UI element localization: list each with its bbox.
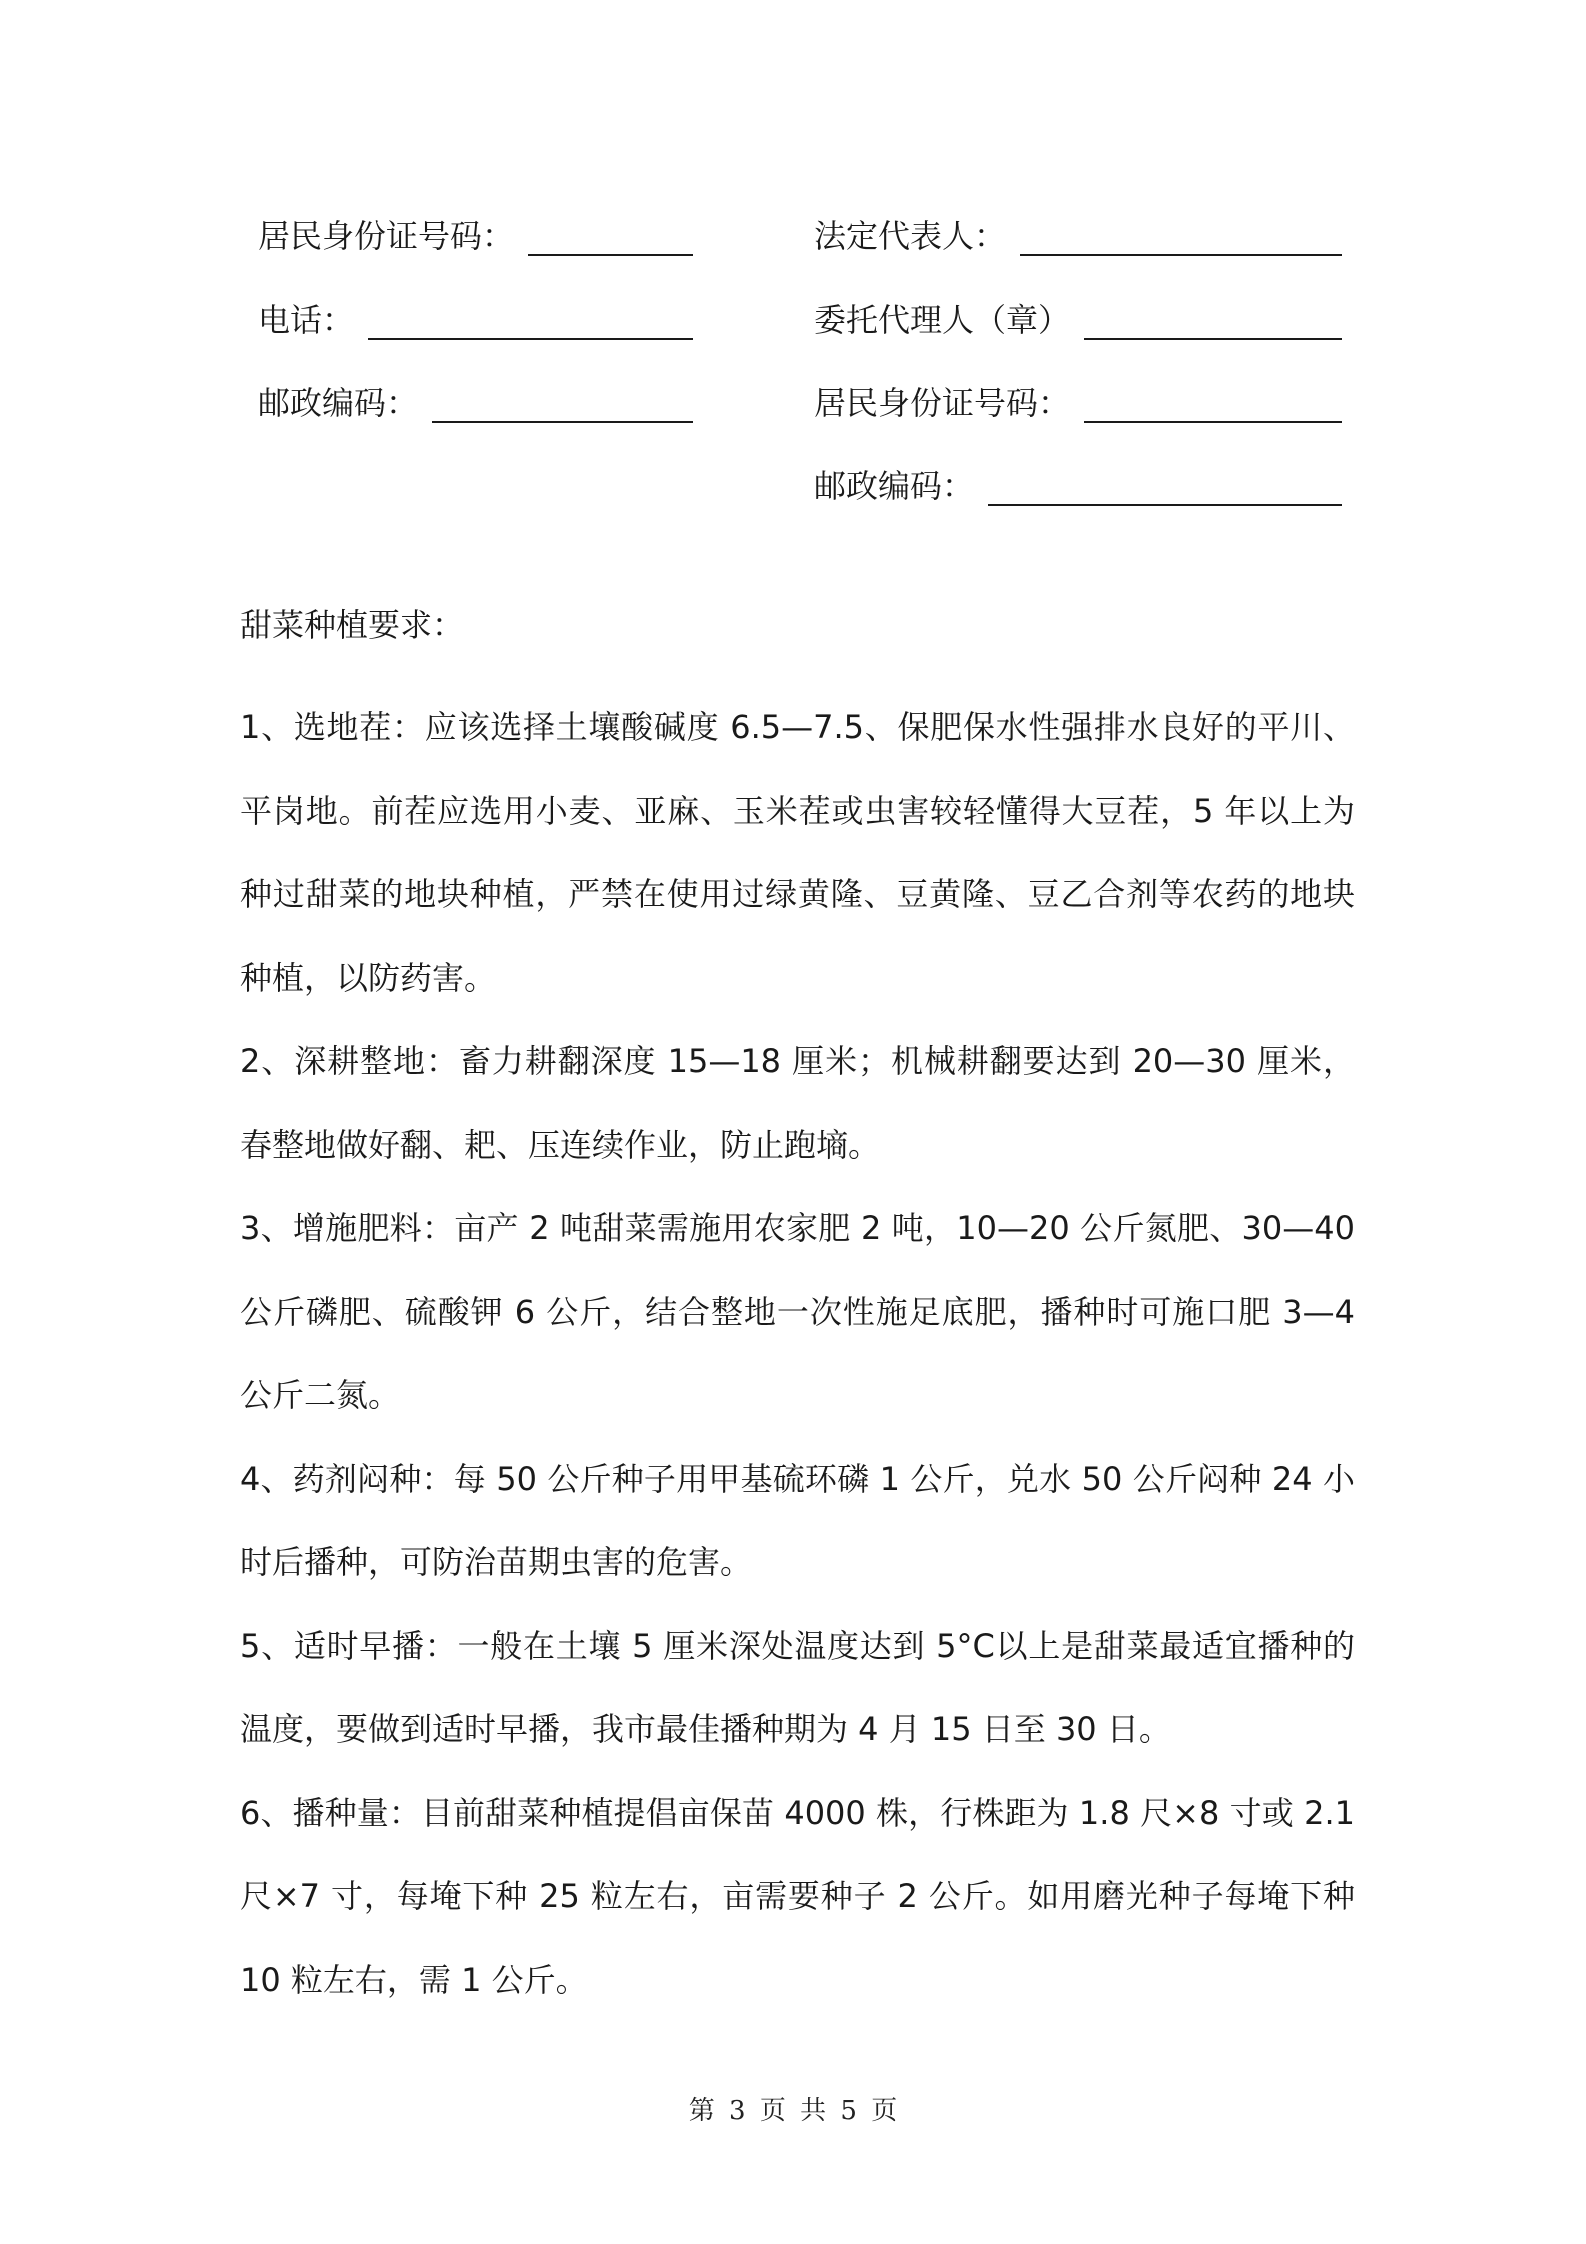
requirement-paragraph: 6、播种量：目前甜菜种植提倡亩保苗 4000 株，行株距为 1.8 尺×8 寸或 2.1 尺×7 寸，每埯下种 25 粒左右，亩需要种子 2 公斤。如用磨光种子每埯下种 10 粒左右，需 1 公斤。 — [240, 1793, 1355, 1999]
id-number-label: 居民身份证号码： — [258, 217, 515, 255]
id-number-field-left — [258, 212, 693, 256]
phone-label: 电话： — [258, 301, 355, 339]
legal-representative-blank-line — [1020, 224, 1342, 256]
id-number-blank-line — [1084, 391, 1342, 423]
page-footer: 第 3 页 共 5 页 — [688, 2096, 898, 2126]
postal-code-label: 邮政编码： — [814, 467, 975, 505]
requirement-paragraph: 3、增施肥料：亩产 2 吨甜菜需施用农家肥 2 吨，10—20 公斤氮肥、30—40 公斤磷肥、硫酸钾 6 公斤，结合整地一次性施足底肥，播种时可施口肥 3—4 公斤二氮。 — [240, 1209, 1355, 1414]
agent-blank-line — [1084, 308, 1342, 340]
requirement-paragraph: 2、深耕整地：畜力耕翻深度 15—18 厘米；机械耕翻要达到 20—30 厘米，春整地做好翻、耙、压连续作业，防止跑墒。 — [240, 1042, 1355, 1164]
id-number-blank-line — [528, 224, 693, 256]
section-title: 甜菜种植要求： — [240, 606, 465, 644]
postal-code-label: 邮政编码： — [258, 384, 419, 422]
agent-label: 委托代理人（章） — [814, 301, 1071, 339]
postal-code-blank-line — [432, 391, 693, 423]
postal-code-field-right — [814, 462, 1342, 506]
requirement-paragraph: 4、药剂闷种：每 50 公斤种子用甲基硫环磷 1 公斤，兑水 50 公斤闷种 24 小时后播种，可防治苗期虫害的危害。 — [240, 1459, 1355, 1581]
phone-blank-line — [368, 308, 693, 340]
legal-representative-label: 法定代表人： — [814, 217, 1007, 255]
legal-representative-field — [814, 212, 1342, 256]
requirement-paragraph: 5、适时早播：一般在土壤 5 厘米深处温度达到 5°C以上是甜菜最适宜播种的温度，要做到适时早播，我市最佳播种期为 4 月 15 日至 30 日。 — [240, 1626, 1355, 1748]
postal-code-blank-line — [988, 474, 1342, 506]
phone-field — [258, 296, 693, 340]
requirement-paragraph: 1、选地茬：应该选择土壤酸碱度 6.5—7.5、保肥保水性强排水良好的平川、平岗地。前茬应选用小麦、亚麻、玉米茬或虫害较轻懂得大豆茬，5 年以上为种过甜菜的地块种植，严禁在使用过绿黄隆、豆黄隆、豆乙合剂等农药的地块种植，以防药害。 — [240, 708, 1355, 997]
planting-requirements — [240, 686, 1355, 2022]
id-number-field-right — [814, 379, 1342, 423]
postal-code-field-left — [258, 379, 693, 423]
agent-field — [814, 296, 1342, 340]
id-number-label: 居民身份证号码： — [814, 384, 1071, 422]
